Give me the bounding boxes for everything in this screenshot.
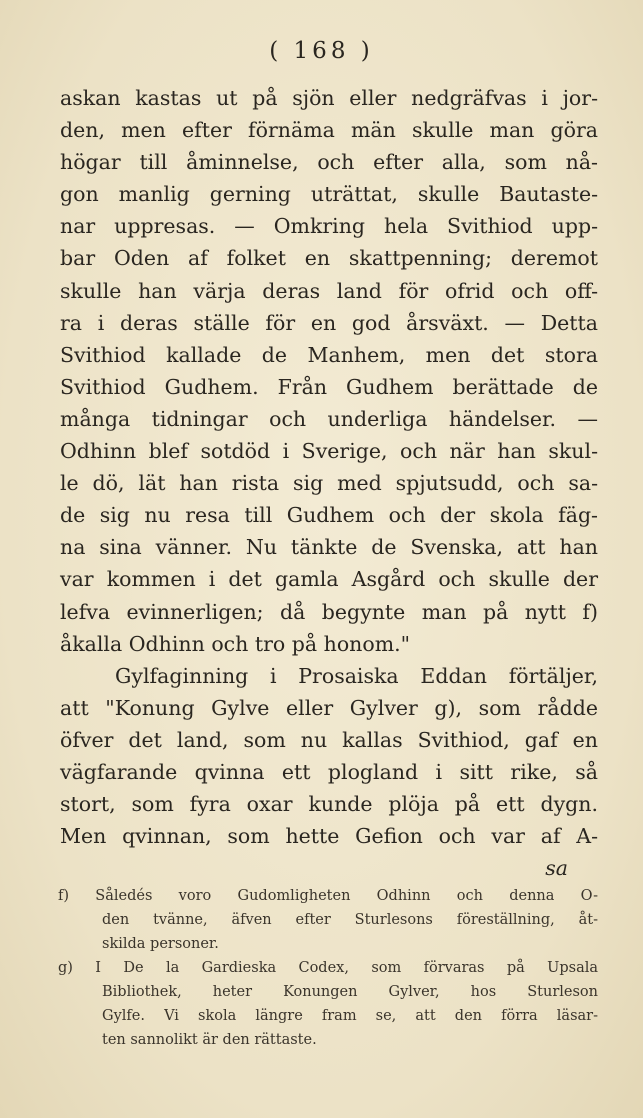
- text-line: Svithiod Gudhem. Från Gudhem berättade de: [60, 374, 598, 399]
- text-line: många tidningar och underliga händelser. —: [60, 406, 598, 431]
- text-line: vägfarande qvinna ett plogland i sitt rike, så: [60, 759, 598, 784]
- text-line: le dö, lät han rista sig med spjutsudd, och sa-: [60, 471, 598, 496]
- footnote-line: ten sannolikt är den rättaste.: [102, 1032, 317, 1048]
- text-line: den, men efter förnäma män skulle man göra: [60, 118, 598, 143]
- text-line: lefva evinnerligen; då begynte man på nytt f): [60, 599, 598, 624]
- text-line: skulle han värja deras land för ofrid och off-: [60, 278, 598, 303]
- footnote-line: g) I De la Gardieska Codex, som förvaras på Upsala: [58, 960, 598, 976]
- main-text: [60, 82, 598, 884]
- footnote-line: skilda personer.: [102, 936, 219, 952]
- catchword: sa: [545, 856, 568, 881]
- text-line: bar Oden af folket en skattpenning; deremot: [60, 246, 598, 271]
- text-line: gon manlig gerning uträttat, skulle Bautaste-: [60, 182, 598, 207]
- text-line: att "Konung Gylve eller Gylver g), som rådde: [60, 695, 598, 720]
- footnote-line: f) Såledés voro Gudomligheten Odhinn och denna O-: [58, 888, 598, 904]
- text-line: de sig nu resa till Gudhem och der skola fäg-: [60, 503, 598, 528]
- text-line: högar till åminnelse, och efter alla, som nå-: [60, 150, 598, 175]
- text-line: var kommen i det gamla Asgård och skulle der: [60, 567, 598, 592]
- text-line: åkalla Odhinn och tro på honom.": [60, 631, 411, 656]
- footnote-line: Bibliothek, heter Konungen Gylver, hos Sturleson: [102, 984, 598, 1000]
- text-line: Svithiod kallade de Manhem, men det stora: [60, 342, 598, 367]
- text-line: ra i deras ställe för en god årsväxt. — Detta: [60, 310, 598, 335]
- text-line: öfver det land, som nu kallas Svithiod, gaf en: [60, 727, 598, 752]
- text-line: askan kastas ut på sjön eller nedgräfvas i jor-: [60, 86, 598, 110]
- text-line: Men qvinnan, som hette Gefion och var af A-: [60, 824, 598, 849]
- text-line: stort, som fyra oxar kunde plöja på ett dygn.: [60, 792, 598, 817]
- footnotes: [58, 884, 598, 1052]
- text-line: Odhinn blef sotdöd i Sverige, och när han skul-: [60, 439, 598, 464]
- text-line: nar uppresas. — Omkring hela Svithiod upp-: [60, 214, 598, 239]
- footnote-line: Gylfe. Vi skola längre fram se, att den förra läsar-: [102, 1008, 598, 1024]
- text-line: Gylfaginning i Prosaiska Eddan förtäljer,: [115, 663, 598, 688]
- footnote-line: den tvänne, äfven efter Sturlesons föreställning, åt-: [102, 912, 598, 928]
- page-number: ( 168 ): [269, 38, 374, 64]
- text-line: na sina vänner. Nu tänkte de Svenska, att han: [60, 535, 598, 560]
